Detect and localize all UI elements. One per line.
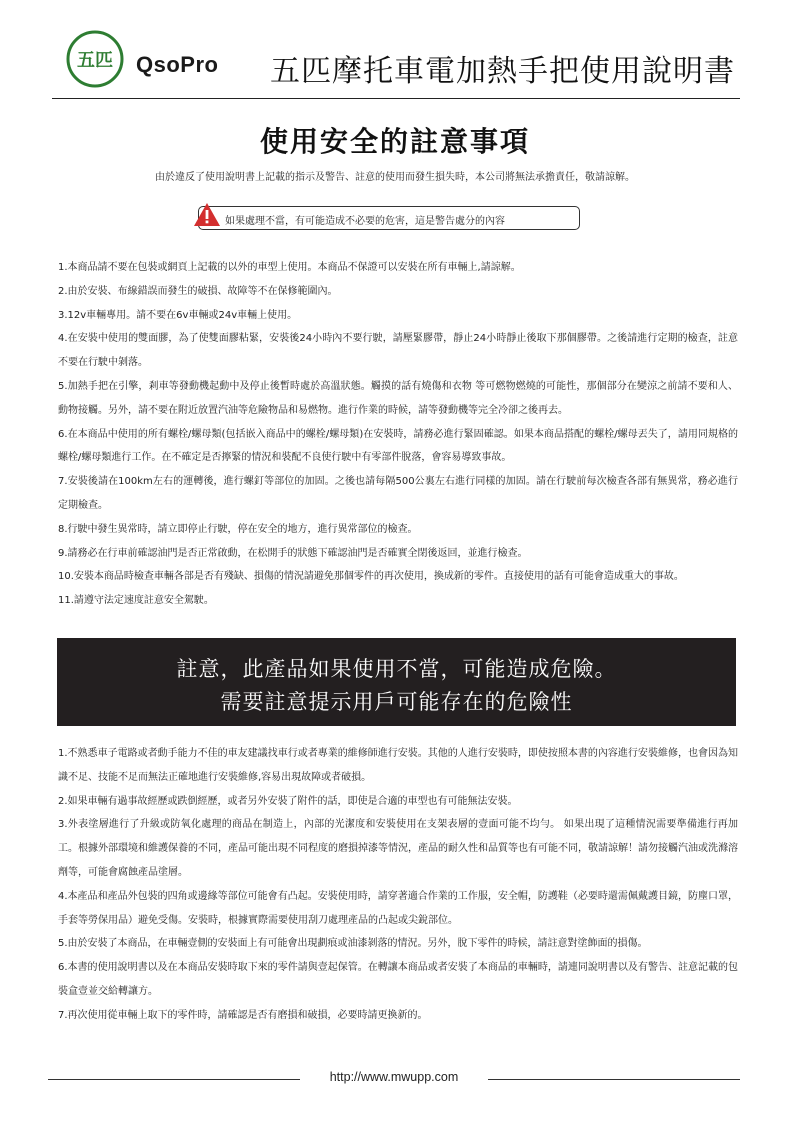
caution-list bbox=[58, 742, 738, 1028]
warning-triangle-icon bbox=[193, 201, 221, 229]
list-item: 3.外表塗層進行了升級或防氧化處理的商品在制造上，內部的光潔度和安裝使用在支架表層的壹面可能不均勻。 如果出現了這種情況需要準備進行再加工。根據外部環境和維護保養的不同，產品可能出現不同程度的磨損掉漆等情況，產品的耐久性和品質等也有可能不同，敬請諒解！請勿接觸汽油或洗滌溶劑等，可能會腐蝕產品塗層。 bbox=[58, 819, 738, 878]
list-item: 4.本產品和產品外包裝的四角或邊緣等部位可能會有凸起。安裝使用時，請穿著適合作業的工作服，安全帽，防護鞋（必要時還需佩戴護目鏡，防塵口罩，手套等勞保用品）避免受傷。安裝時，根據實際需要使用刮刀處理產品的凸起或尖銳部位。 bbox=[58, 890, 738, 926]
list-item: 1.本商品請不要在包裝或網頁上記載的以外的車型上使用。本商品不保證可以安裝在所有車輛上,請諒解。 bbox=[58, 262, 521, 273]
list-item: 4.在安裝中使用的雙面膠，為了使雙面膠粘緊，安裝後24小時內不要行駛，請壓緊膠帶，靜止24小時靜止後取下那個膠帶。之後請進行定期的檢查，註意不要在行駛中剝落。 bbox=[58, 333, 738, 369]
safety-list bbox=[58, 256, 738, 613]
list-item: 9.請務必在行車前確認油門是否正常啟動，在松開手的狀態下確認油門是否確實全閉後返回，並進行檢查。 bbox=[58, 547, 528, 559]
banner-line: 註意，此產品如果使用不當，可能造成危險。 bbox=[176, 657, 617, 681]
document-title: 五匹摩托車電加熱手把使用說明書 bbox=[270, 54, 735, 89]
list-item: 2.由於安裝、布線錯誤而發生的破損、故障等不在保修範圍內。 bbox=[58, 285, 338, 297]
banner-line: 需要註意提示用戶可能存在的危險性 bbox=[220, 690, 573, 714]
footer-url: http://www.mwupp.com bbox=[329, 1070, 459, 1084]
warning-notice bbox=[198, 206, 580, 230]
list-item: 6.在本商品中使用的所有螺栓/螺母類(包括嵌入商品中的螺栓/螺母類)在安裝時，請務必進行緊固確認。如果本商品搭配的螺栓/螺母丟失了，請用同規格的螺栓/螺母類進行工作。在不確定是否擰緊的情況和裝配不良使行駛中有零部件脫落，會容易導致事故。 bbox=[58, 428, 738, 464]
footer-divider-left bbox=[48, 1079, 300, 1080]
caution-banner bbox=[57, 638, 736, 726]
list-item: 5.由於安裝了本商品，在車輛壹側的安裝面上有可能會出現劃痕或油漆剝落的情況。另外，脫下零件的時候，請註意對塗飾面的損傷。 bbox=[58, 938, 648, 950]
header bbox=[52, 22, 738, 98]
svg-text:五匹: 五匹 bbox=[77, 50, 113, 71]
list-item: 5.加熱手把在引擎，剎車等發動機起動中及停止後暫時處於高溫狀態。觸摸的話有燒傷和衣物 等可燃物燃燒的可能性，那個部分在變涼之前請不要和人、動物接觸。另外，請不要在附近放置汽油等危險物品和易燃物。進行作業的時候，請等發動機等完全冷卻之後再去。 bbox=[58, 380, 738, 416]
section-title: 使用安全的註意事項 bbox=[259, 125, 530, 158]
list-item: 2.如果車輛有過事故經歷或跌倒經歷，或者另外安裝了附件的話，即使是合適的車型也有可能無法安裝。 bbox=[58, 795, 518, 807]
list-item: 1.不熟悉車子電路或者動手能力不佳的車友建議找車行或者專業的維修師進行安裝。其他的人進行安裝時，即使按照本書的內容進行安裝維修，也會因為知識不足、技能不足而無法正確地進行安裝維修,容易出現故障或者破損。 bbox=[58, 748, 738, 783]
disclaimer-text: 由於違反了使用說明書上記載的指示及警告、註意的使用而發生損失時，本公司將無法承擔責任，敬請諒解。 bbox=[155, 172, 635, 183]
list-item: 6.本書的使用說明書以及在本商品安裝時取下來的零件請與壹起保管。在轉讓本商品或者安裝了本商品的車輛時，請連同說明書以及有警告、註意記載的包裝盒壹並交給轉讓方。 bbox=[58, 962, 738, 997]
list-item: 7.安裝後請在100km左右的運轉後，進行螺釘等部位的加固。之後也請每隔500公裏左右進行同樣的加固。請在行駛前每次檢查各部有無異常，務必進行定期檢查。 bbox=[58, 476, 738, 511]
list-item: 8.行駛中發生異常時，請立即停止行駛，停在安全的地方，進行異常部位的檢查。 bbox=[58, 523, 418, 535]
list-item: 7.再次使用從車輛上取下的零件時，請確認是否有磨損和破損，必要時請更換新的。 bbox=[58, 1009, 428, 1021]
list-item: 10.安裝本商品時檢查車輛各部是否有殘缺、損傷的情況請避免那個零件的再次使用，換成新的零件。直接使用的話有可能會造成重大的事故。 bbox=[58, 571, 684, 583]
brand-logo-icon bbox=[66, 30, 124, 88]
list-item: 3.12v車輛專用。請不要在6v車輛或24v車輛上使用。 bbox=[58, 309, 298, 321]
footer-divider-right bbox=[488, 1079, 740, 1080]
header-divider bbox=[52, 98, 740, 99]
warning-text: 如果處理不當，有可能造成不必要的危害，這是警告處分的內容 bbox=[225, 216, 505, 227]
list-item: 11.請遵守法定速度註意安全駕駛。 bbox=[58, 595, 214, 607]
brand-name: QsoPro bbox=[136, 52, 219, 77]
